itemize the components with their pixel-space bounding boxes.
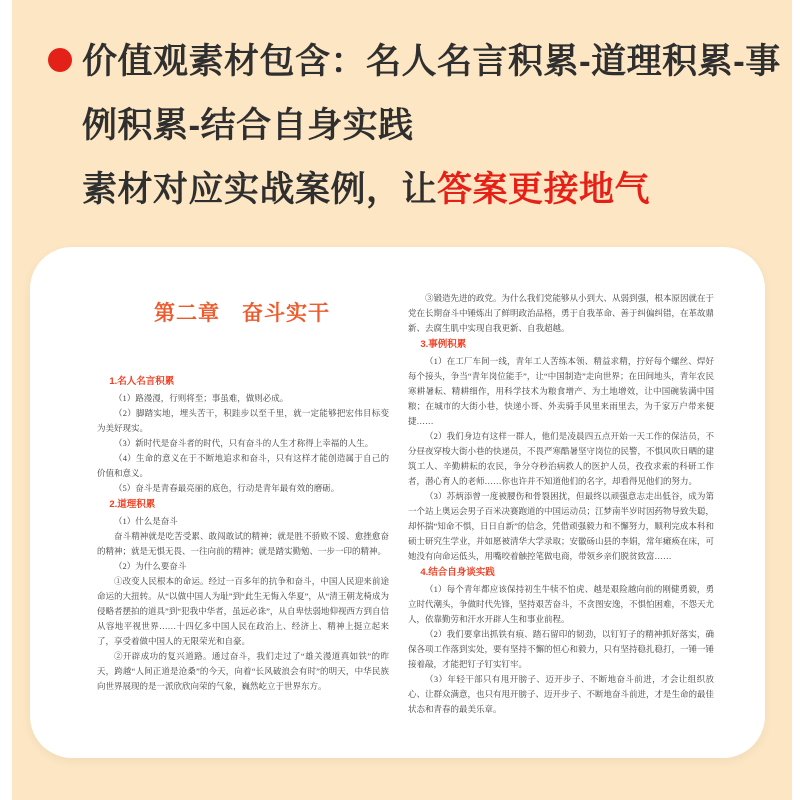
body-paragraph: （1）什么是奋斗 [114,516,178,526]
body-paragraph: ①改变人民根本的命运。经过一百多年的抗争和奋斗，中国人民迎来前途命运的大扭转。从“以做中国人为耻”到“此生无悔入华夏”，从“清王朝龙椅成为侵略者摆拍的道具”到“犯我中华者，虽远必诛”，从自卑怯弱地仰视西方到自信从容地平视世界……十四亿多中国人民在政治上、经济上、精神上挺立起来了，享受着做中国人的无限荣光和自豪。 [97,576,389,646]
body-paragraph: ③锻造先进的政党。为什么我们党能够从小到大、从弱到强，根本原因就在于党在长期奋斗中锤炼出了鲜明政治品格，勇于自我革命、善于纠偏纠错，在革故鼎新、去腐生肌中实现自我更新、自我超越。 [408,293,715,333]
body-paragraph: （3）苏炳添曾一度被腰伤和骨裂困扰，但最终以顽强意志走出低谷，成为第一个站上奥运会男子百米决赛跑道的中国运动员；江梦南半岁时因药物导致失聪，却怀揣“知命不惧，日日自新”的信念，凭借顽强毅力和不懈努力，顺利完成本科和硕士研究生学业，并如愿被清华大学录取；安徽砀山县的李娟，常年瘫痪在床，可她没有向命运低头，用嘴咬着触控笔做电商，带领乡亲们脱贫致富…… [408,491,715,561]
section-heading: 3.事例积累 [420,339,467,350]
section-heading: 2.道理积累 [109,499,156,510]
body-paragraph: （2）我们要拿出抓铁有痕、踏石留印的韧劲，以钉钉子的精神抓好落实，确保各项工作落到实处，要有坚持不懈的恒心和毅力，只有坚持稳扎稳打，一锤一锤接着敲，才能把钉子钉实钉牢。 [408,629,715,669]
red-dot-icon [48,48,72,72]
banner-line-1: 价值观素材包含：名人名言积累-道理积累-事 [82,42,781,81]
body-paragraph: （3）年轻干部只有甩开膀子、迈开步子、不断地奋斗前进，才会让组织放心、让群众满意，也只有甩开膀子、迈开步子、不断地奋斗前进，才是生命的最佳状态和青春的最美乐章。 [408,674,715,714]
body-paragraph: （5）奋斗是青春最亮丽的底色，行动是青年最有效的磨砺。 [114,483,340,493]
banner-line-3-prefix: 素材对应实战案例，让 [82,170,438,209]
body-paragraph: 奋斗精神就是吃苦受累、敢闯敢试的精神；就是胜不骄败不馁、愈挫愈奋的精神；就是无惧无畏、一往向前的精神；就是踏实勤勉、一步一印的精神。 [97,531,389,556]
body-paragraph: （1）路漫漫，行则将至；事虽难，做则必成。 [114,393,289,403]
body-paragraph: （1）每个青年都应该保持初生牛犊不怕虎、越是艰险越向前的刚健勇毅，勇立时代潮头，争做时代先锋，坚持艰苦奋斗，不贪图安逸，不惧怕困难，不怨天尤人，依靠勤劳和汗水开辟人生和事业前程。 [408,584,715,624]
body-paragraph: （4）生命的意义在于不断地追求和奋斗，只有这样才能创造属于自己的价值和意义。 [97,453,389,478]
banner-line-3 [82,158,776,222]
body-paragraph: （3）新时代是奋斗者的时代，只有奋斗的人生才称得上幸福的人生。 [114,438,374,448]
section-heading: 1.名人名言积累 [109,376,175,387]
banner-line-3-highlight: 答案更接地气 [437,170,651,209]
banner-line-2: 例积累-结合自身实践 [82,106,414,145]
banner-header [46,30,781,222]
body-paragraph: ②开辟成功的复兴道路。通过奋斗，我们走过了“雄关漫道真如铁”的昨天，跨越“人间正道是沧桑”的今天，向着“长风破浪会有时”的明天，中华民族向世界展现的是一派欣欣向荣的气象，巍然屹立于世界东方。 [97,651,389,691]
banner-text [82,30,781,222]
section-heading: 4.结合自身谈实践 [420,567,495,578]
book-page [30,247,765,758]
body-paragraph: （2）我们身边有这样一群人，他们是凌晨四五点开始一天工作的保洁员，不分昼夜穿梭大街小巷的快递员，不畏严寒酷暑坚守岗位的民警，不惧风吹日晒的建筑工人、辛勤耕耘的农民，争分夺秒治病救人的医护人员，孜孜求索的科研工作者，潜心育人的老师……你也许并不知道他们的名字，却看得见他们的努力。 [408,431,715,486]
left-column [97,373,389,694]
body-paragraph: （1）在工厂车间一线，青年工人苦练本领、精益求精，拧好每个螺丝、焊好每个接头，争当“青年岗位能手”，让“中国制造”走向世界；在田间地头，青年农民寒耕暑耘、精耕细作，用科学技术为粮食增产、为土地增效，让中国碗装满中国粮；在城市的大街小巷，快递小哥、外卖骑手风里来雨里去，为千家万户带来便捷…… [408,356,714,426]
body-paragraph: （2）为什么要奋斗 [114,561,187,571]
body-paragraph: （2）脚踏实地，埋头苦干，积跬步以至千里，就一定能够把宏伟目标变为美好现实。 [97,408,389,433]
chapter-title: 第二章 奋斗实干 [154,302,330,325]
right-column [408,291,714,717]
